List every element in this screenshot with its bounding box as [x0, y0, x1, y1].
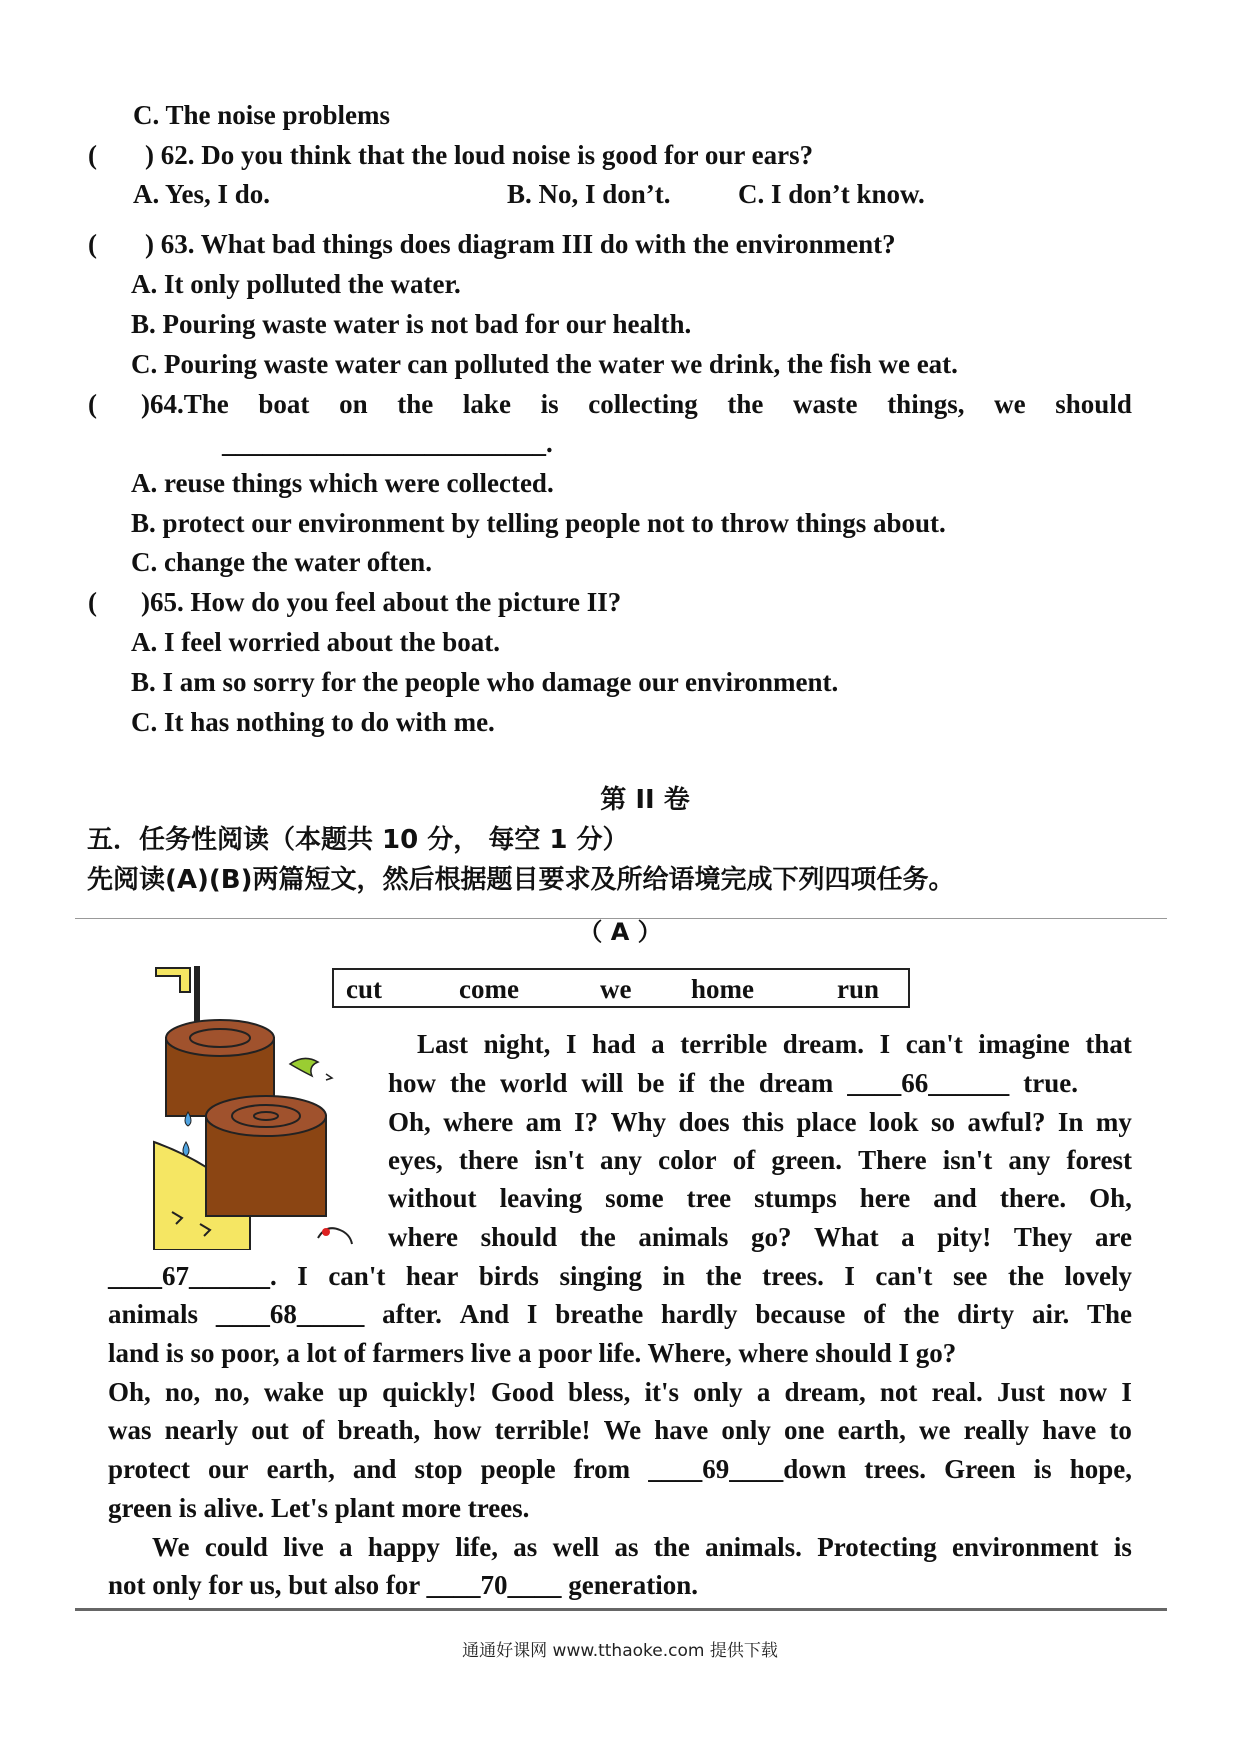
word: up: [337, 1377, 369, 1407]
word: could: [204, 1532, 268, 1562]
passage-line: [388, 1220, 1132, 1254]
q65-option-c: C. It has nothing to do with me.: [131, 707, 495, 737]
word: Good: [490, 1377, 554, 1407]
word: hope,: [1069, 1454, 1132, 1484]
word: one: [784, 1415, 825, 1445]
word: pity!: [937, 1222, 992, 1252]
word: And: [459, 1299, 510, 1329]
word: terrible: [680, 1029, 768, 1059]
part-heading: 五．任务性阅读（本题共 10 分， 每空 1 分）: [87, 825, 629, 855]
word: where: [443, 1107, 514, 1137]
word-cut: cut: [346, 974, 382, 1004]
word: breath,: [337, 1415, 421, 1445]
word: our: [208, 1454, 249, 1484]
word: are: [1094, 1222, 1132, 1252]
word: of: [732, 1145, 756, 1175]
word: singing: [559, 1261, 642, 1291]
word: trees.: [762, 1261, 824, 1291]
word: be: [637, 1068, 665, 1098]
blank-69: ____69____down: [648, 1454, 847, 1484]
instruction: 先阅读(A)(B)两篇短文，然后根据题目要求及所给语境完成下列四项任务。: [87, 865, 955, 895]
word: it's: [644, 1377, 679, 1407]
word: a: [756, 1377, 771, 1407]
word: world: [499, 1068, 568, 1098]
word: there: [458, 1145, 519, 1175]
passage-line: land is so poor, a lot of farmers live a poor life. Where, where should I go?: [108, 1338, 957, 1368]
word: nearly: [164, 1415, 239, 1445]
word: happy: [367, 1532, 440, 1562]
word: we: [919, 1415, 951, 1445]
word: There: [858, 1145, 927, 1175]
word: really: [963, 1415, 1030, 1445]
word: can't: [328, 1261, 386, 1291]
word: people: [480, 1454, 556, 1484]
q63-option-c: C. Pouring waste water can polluted the water we drink, the fish we eat.: [131, 349, 958, 379]
q64-stem: [141, 387, 1132, 421]
word: the: [708, 1068, 745, 1098]
word: stumps: [754, 1183, 837, 1213]
word: Just: [996, 1377, 1045, 1407]
word: earth,: [266, 1454, 335, 1484]
word: real.: [931, 1377, 983, 1407]
word: I: [526, 1299, 538, 1329]
word: birds: [478, 1261, 539, 1291]
word: awful?: [967, 1107, 1046, 1137]
word: lovely: [1064, 1261, 1132, 1291]
word: I: [1121, 1377, 1132, 1407]
q62-option-a: A. Yes, I do.: [133, 179, 271, 209]
word: hear: [405, 1261, 459, 1291]
word: without: [388, 1183, 477, 1213]
word: Oh,: [108, 1377, 151, 1407]
passage-line: [388, 1143, 1132, 1177]
word: quickly!: [382, 1377, 477, 1407]
word: of: [301, 1415, 325, 1445]
word: any: [600, 1145, 643, 1175]
word: isn't: [942, 1145, 993, 1175]
word-come: come: [459, 974, 519, 1004]
word: We: [152, 1532, 190, 1562]
word: breathe: [555, 1299, 644, 1329]
passage-label: （ A ）: [578, 918, 662, 946]
word: and: [352, 1454, 397, 1484]
word: I: [297, 1261, 308, 1291]
word: go?: [750, 1222, 792, 1252]
passage-line: [388, 1181, 1132, 1215]
word: I: [565, 1029, 577, 1059]
word: environment: [952, 1532, 1099, 1562]
word: should: [480, 1222, 558, 1252]
word: as: [513, 1532, 538, 1562]
word: where: [388, 1222, 458, 1252]
word: is: [1033, 1454, 1052, 1484]
q64-word: should: [1055, 389, 1132, 419]
word: this: [742, 1107, 785, 1137]
word-run: run: [837, 974, 880, 1004]
q64-word: boat: [258, 389, 310, 419]
blank-67: ____67______.: [108, 1261, 277, 1291]
volume-title: 第 II 卷: [600, 785, 690, 815]
word: is: [1113, 1532, 1132, 1562]
word: of: [863, 1299, 886, 1329]
passage-line: [417, 1027, 1132, 1061]
word: was: [108, 1415, 152, 1445]
word: after.: [382, 1299, 442, 1329]
passage-line: [108, 1375, 1132, 1409]
footer-source: 通通好课网 www.tthaoke.com 提供下载: [462, 1641, 778, 1661]
word: in: [662, 1261, 686, 1291]
word: the: [653, 1532, 690, 1562]
word: that: [1085, 1029, 1132, 1059]
q62-stem: ) 62. Do you think that the loud noise is good for our ears?: [145, 140, 814, 170]
word: leaving: [499, 1183, 583, 1213]
word: hardly: [661, 1299, 738, 1329]
q64-word: collecting: [588, 389, 698, 419]
word: dream: [758, 1068, 834, 1098]
word: out: [251, 1415, 289, 1445]
q65-option-b: B. I am so sorry for the people who damage our environment.: [131, 667, 839, 697]
word: there.: [999, 1183, 1067, 1213]
passage-line: [388, 1105, 1132, 1139]
word: The: [1086, 1299, 1132, 1329]
q62-paren: (: [88, 140, 97, 170]
word: now: [1059, 1377, 1108, 1407]
word: the: [903, 1299, 940, 1329]
water-drop-icon: [183, 1112, 191, 1156]
q62-option-c: C. I don’t know.: [738, 179, 925, 209]
word: bless,: [568, 1377, 631, 1407]
word: look: [868, 1107, 919, 1137]
word: I?: [574, 1107, 599, 1137]
word: green.: [771, 1145, 843, 1175]
word: forest: [1066, 1145, 1132, 1175]
word: air.: [1031, 1299, 1070, 1329]
word-we: we: [600, 974, 632, 1004]
q63-paren: (: [88, 229, 97, 259]
word: only: [693, 1377, 743, 1407]
word: What: [814, 1222, 879, 1252]
q62-option-b: B. No, I don’t.: [507, 179, 671, 209]
word: Oh,: [1089, 1183, 1132, 1213]
word: wake: [263, 1377, 324, 1407]
word: a: [339, 1532, 353, 1562]
word: Oh,: [388, 1107, 431, 1137]
word: a: [901, 1222, 915, 1252]
pipe-icon: [156, 966, 200, 1022]
word: have: [1042, 1415, 1097, 1445]
word: no,: [164, 1377, 201, 1407]
q64-option-a: A. reuse things which were collected.: [131, 468, 554, 498]
divider-bottom: [75, 1608, 1167, 1611]
word: as: [614, 1532, 639, 1562]
word: how: [388, 1068, 437, 1098]
q64-word: the: [397, 389, 434, 419]
q64-word: waste: [793, 389, 858, 419]
q63-option-a: A. It only polluted the water.: [131, 269, 461, 299]
word: imagine: [978, 1029, 1070, 1059]
word: They: [1013, 1222, 1073, 1252]
word: the: [449, 1068, 486, 1098]
word: here: [859, 1183, 911, 1213]
word: Why: [610, 1107, 667, 1137]
word: how: [433, 1415, 482, 1445]
word: animals.: [705, 1532, 802, 1562]
word: animals: [638, 1222, 729, 1252]
word: will: [581, 1068, 624, 1098]
word: my: [1095, 1107, 1132, 1137]
word: not: [879, 1377, 918, 1407]
word: tree: [686, 1183, 732, 1213]
word: Green: [944, 1454, 1016, 1484]
word: only: [721, 1415, 771, 1445]
word: live: [283, 1532, 324, 1562]
q61-option-c: C. The noise problems: [133, 100, 391, 130]
word: trees.: [864, 1454, 927, 1484]
word: any: [1008, 1145, 1051, 1175]
word: We: [603, 1415, 642, 1445]
word: Protecting: [817, 1532, 937, 1562]
word: see: [952, 1261, 988, 1291]
word: a: [651, 1029, 665, 1059]
passage-line: [152, 1530, 1132, 1564]
tree-stump-icon: [206, 1096, 326, 1216]
word: and: [933, 1183, 977, 1213]
word: some: [605, 1183, 664, 1213]
tree-stumps-illustration: [150, 962, 370, 1250]
q64-option-c: C. change the water often.: [131, 547, 432, 577]
word: have: [654, 1415, 709, 1445]
passage-line: not only for us, but also for ____70____ generation.: [108, 1570, 699, 1600]
bird-icon: [290, 1058, 332, 1080]
word: terrible!: [494, 1415, 591, 1445]
q64-option-b: B. protect our environment by telling people not to throw things about.: [131, 508, 946, 538]
passage-line: green is alive. Let's plant more trees.: [108, 1493, 530, 1523]
q65-option-a: A. I feel worried about the boat.: [131, 627, 500, 657]
q64-word: lake: [462, 389, 511, 419]
q63-stem: ) 63. What bad things does diagram III do with the environment?: [145, 229, 896, 259]
word: stop: [414, 1454, 463, 1484]
word: the: [705, 1261, 742, 1291]
bird-outline-icon: [318, 1228, 352, 1244]
q64-word: we: [994, 389, 1026, 419]
word: dream.: [782, 1029, 865, 1059]
word: earth,: [837, 1415, 906, 1445]
word: because: [755, 1299, 846, 1329]
word: In: [1057, 1107, 1084, 1137]
word: place: [796, 1107, 857, 1137]
word: had: [592, 1029, 636, 1059]
word: does: [678, 1107, 730, 1137]
q64-word: things,: [887, 389, 965, 419]
q64-blank-line: ________________________.: [222, 428, 553, 458]
word: the: [579, 1222, 616, 1252]
word-box: [332, 968, 910, 1008]
passage-line: [108, 1452, 1132, 1486]
word: if: [678, 1068, 695, 1098]
blank-66: ____66______: [847, 1068, 1010, 1098]
q65-stem: )65. How do you feel about the picture II?: [141, 587, 622, 617]
blank-68: ____68_____: [215, 1299, 365, 1329]
word: am: [525, 1107, 562, 1137]
word: so: [930, 1107, 955, 1137]
q64-word: the: [727, 389, 764, 419]
word: life,: [455, 1532, 498, 1562]
word: I: [879, 1029, 891, 1059]
passage-line: [388, 1066, 1078, 1100]
word: can't: [905, 1029, 963, 1059]
passage-line: [108, 1413, 1132, 1447]
q63-option-b: B. Pouring waste water is not bad for our health.: [131, 309, 692, 339]
q64-paren: (: [88, 389, 97, 419]
word: dirty: [957, 1299, 1015, 1329]
word: eyes,: [388, 1145, 443, 1175]
word: can't: [875, 1261, 933, 1291]
passage-line: [108, 1259, 1132, 1293]
word: to: [1109, 1415, 1132, 1445]
word: no,: [214, 1377, 250, 1407]
word: well: [552, 1532, 600, 1562]
q65-paren: (: [88, 587, 97, 617]
word: true.: [1023, 1068, 1078, 1098]
q64-word: on: [339, 389, 368, 419]
word: dream,: [784, 1377, 866, 1407]
word: isn't: [534, 1145, 584, 1175]
word: protect: [108, 1454, 190, 1484]
q64-word: is: [540, 389, 559, 419]
q64-word: )64.The: [141, 389, 229, 419]
word: from: [573, 1454, 631, 1484]
word: color: [658, 1145, 717, 1175]
passage-line: [108, 1297, 1132, 1331]
word: Last: [417, 1029, 469, 1059]
word: animals: [108, 1299, 199, 1329]
word: I: [844, 1261, 855, 1291]
word: night,: [483, 1029, 551, 1059]
word-home: home: [691, 974, 754, 1004]
word: the: [1007, 1261, 1044, 1291]
